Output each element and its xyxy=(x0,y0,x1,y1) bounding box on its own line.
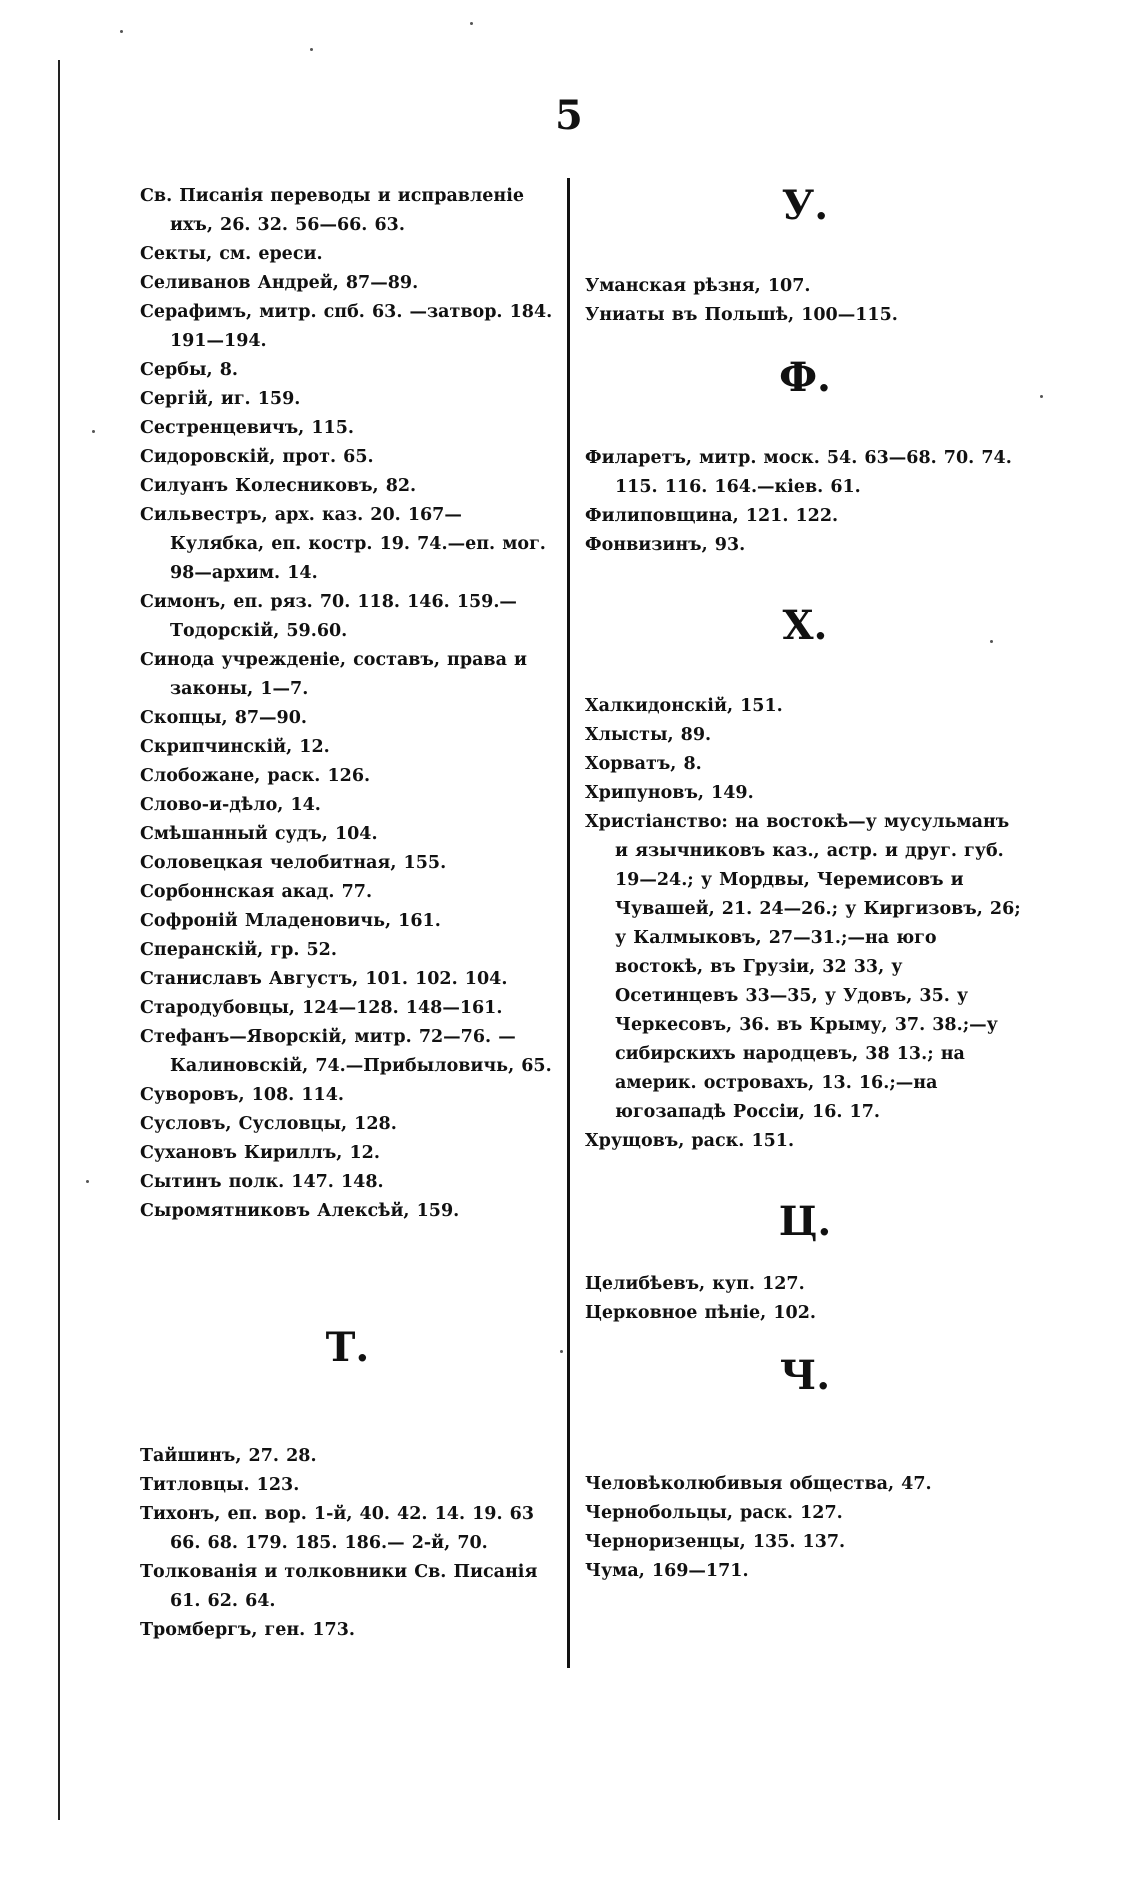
index-entry: Сильвестръ, арх. каз. 20. 167— Кулябка, еп. костр. 19. 74.—еп. мог. 98—архим. 14. xyxy=(140,505,546,583)
section-heading-u: У. xyxy=(781,182,829,229)
index-entry: Стефанъ—Яворскій, митр. 72—76. —Калиновскій, 74.—Прибыловичь, 65. xyxy=(140,1027,552,1076)
entries-t xyxy=(140,1442,555,1645)
index-entry: Целибѣевъ, куп. 127. xyxy=(585,1274,805,1294)
print-speck xyxy=(92,430,95,433)
print-speck xyxy=(1040,395,1043,398)
index-entry: Сытинъ полк. 147. 148. xyxy=(140,1172,384,1192)
index-entry: Сорбоннская акад. 77. xyxy=(140,882,373,902)
index-entry: Селиванов Андрей, 87—89. xyxy=(140,273,419,293)
page-number: 5 xyxy=(555,92,583,139)
section-heading-ts: Ц. xyxy=(778,1198,832,1245)
index-entry: Хрущовъ, раск. 151. xyxy=(585,1131,795,1151)
index-entry: Филаретъ, митр. моск. 54. 63—68. 70. 74. 115. 116. 164.—кiев. 61. xyxy=(585,448,1012,497)
index-entry: Тромбергъ, ген. 173. xyxy=(140,1620,355,1640)
index-entry: Сыромятниковъ Алексѣй, 159. xyxy=(140,1201,460,1221)
entries-ch xyxy=(585,1470,1025,1586)
index-entry: Симонъ, еп. ряз. 70. 118. 146. 159.—Тодорскій, 59.60. xyxy=(140,592,517,641)
index-entry: Софроній Младеновичь, 161. xyxy=(140,911,441,931)
index-entry: Станиславъ Августъ, 101. 102. 104. xyxy=(140,969,508,989)
index-entry: Хрипуновъ, 149. xyxy=(585,783,754,803)
index-entry: Халкидонскій, 151. xyxy=(585,696,783,716)
index-entry: Христіанство: на востокѣ—у мусульманъ и язычниковъ каз., астр. и друг. губ. 19—24.; у Мордвы, Черемисовъ и Чувашей, 21. 24—26.; у Киргизовъ, 26; у Калмыковъ, 27—31.;—на юго востокѣ, въ Грузіи, 32 33, у Осетинцевъ 33—35, у Удовъ, 35. у Черкесовъ, 36. въ Крыму, 37. 38.;—у сибирскихъ народцевъ, 38 13.; на америк. островахъ, 13. 16.;—на югозападѣ Россіи, 16. 17. xyxy=(585,812,1021,1122)
index-entry: Секты, см. ереси. xyxy=(140,244,323,264)
index-entry: Слобожане, раск. 126. xyxy=(140,766,371,786)
print-speck xyxy=(86,1180,89,1183)
print-speck xyxy=(470,22,473,25)
index-entry: Филиповщина, 121. 122. xyxy=(585,506,839,526)
index-entry: Скрипчинскій, 12. xyxy=(140,737,330,757)
print-speck xyxy=(310,48,313,51)
index-entry: Синода учрежденіе, составъ, права и законы, 1—7. xyxy=(140,650,528,699)
index-entry: Силуанъ Колесниковъ, 82. xyxy=(140,476,417,496)
index-entry: Соловецкая челобитная, 155. xyxy=(140,853,447,873)
print-speck xyxy=(560,1350,563,1353)
index-entry: Человѣколюбивыя общества, 47. xyxy=(585,1474,932,1494)
index-entry: Скопцы, 87—90. xyxy=(140,708,308,728)
left-column xyxy=(140,182,555,1645)
index-entry: Сухановъ Кириллъ, 12. xyxy=(140,1143,380,1163)
index-entry: Церковное пѣніе, 102. xyxy=(585,1303,816,1323)
section-heading-f: Ф. xyxy=(779,354,831,401)
index-entry: Черноризенцы, 135. 137. xyxy=(585,1532,846,1552)
margin-rule xyxy=(58,60,60,1820)
section-heading-kh: Х. xyxy=(782,602,828,649)
index-entry: Тайшинъ, 27. 28. xyxy=(140,1446,317,1466)
entries-f xyxy=(585,444,1025,560)
column-divider xyxy=(567,178,570,1668)
index-entry: Хлысты, 89. xyxy=(585,725,712,745)
index-entry: Фонвизинъ, 93. xyxy=(585,535,746,555)
index-entry: Св. Писанія переводы и исправленіе ихъ, 26. 32. 56—66. 63. xyxy=(140,186,525,235)
entries-ts xyxy=(585,1270,1025,1328)
index-entry: Сербы, 8. xyxy=(140,360,238,380)
index-entry: Хорватъ, 8. xyxy=(585,754,702,774)
index-entry: Титловцы. 123. xyxy=(140,1475,300,1495)
index-entry: Сперанскій, гр. 52. xyxy=(140,940,337,960)
index-entry: Суворовъ, 108. 114. xyxy=(140,1085,344,1105)
index-entry: Сестренцевичъ, 115. xyxy=(140,418,354,438)
index-entry: Сусловъ, Сусловцы, 128. xyxy=(140,1114,397,1134)
entries-u xyxy=(585,272,1025,330)
section-heading-t: Т. xyxy=(325,1324,370,1371)
entries-s xyxy=(140,182,555,1226)
index-entry: Толкованія и толковники Св. Писанія 61. 62. 64. xyxy=(140,1562,538,1611)
print-speck xyxy=(120,30,123,33)
index-entry: Сергій, иг. 159. xyxy=(140,389,301,409)
index-entry: Слово-и-дѣло, 14. xyxy=(140,795,321,815)
right-column xyxy=(585,182,1025,1586)
index-entry: Стародубовцы, 124—128. 148—161. xyxy=(140,998,503,1018)
index-entry: Тихонъ, еп. вор. 1-й, 40. 42. 14. 19. 63 66. 68. 179. 185. 186.— 2-й, 70. xyxy=(140,1504,535,1553)
index-entry: Серафимъ, митр. спб. 63. —затвор. 184. 191—194. xyxy=(140,302,553,351)
index-entry: Сидоровскій, прот. 65. xyxy=(140,447,374,467)
index-entry: Смѣшанный судъ, 104. xyxy=(140,824,378,844)
index-entry: Уманская рѣзня, 107. xyxy=(585,276,811,296)
index-entry: Униаты въ Польшѣ, 100—115. xyxy=(585,305,898,325)
section-heading-ch: Ч. xyxy=(779,1352,831,1399)
index-entry: Чума, 169—171. xyxy=(585,1561,749,1581)
index-entry: Чернобольцы, раск. 127. xyxy=(585,1503,843,1523)
entries-kh xyxy=(585,692,1025,1156)
